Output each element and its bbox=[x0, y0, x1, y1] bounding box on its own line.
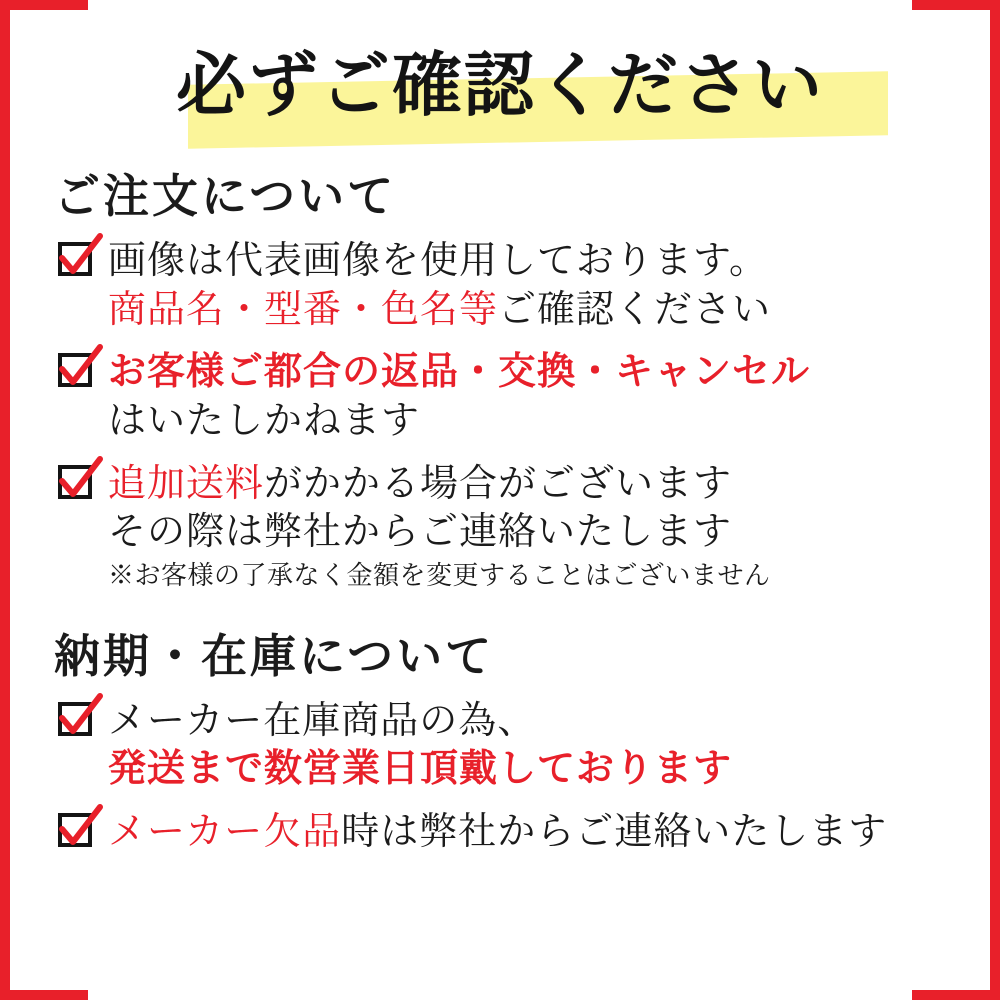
list-line: お客様ご都合の返品・交換・キャンセル bbox=[108, 348, 811, 394]
list-line: 画像は代表画像を使用しております。 bbox=[108, 238, 768, 282]
list-item bbox=[58, 347, 954, 444]
corner-accent-bottom-right bbox=[912, 990, 990, 1000]
notice-content bbox=[10, 0, 990, 869]
list-item-text bbox=[108, 236, 954, 333]
list-item-text bbox=[108, 696, 954, 793]
list-line: その際は弊社からご連絡いたします bbox=[108, 509, 733, 554]
list-item-text bbox=[108, 347, 954, 444]
list-line bbox=[108, 285, 954, 334]
section-heading-delivery: 納期・在庫について bbox=[54, 628, 495, 683]
section-heading-order: ご注文について bbox=[54, 169, 397, 223]
list-line bbox=[108, 807, 954, 856]
list-item bbox=[58, 696, 954, 793]
list-line-emphasis: メーカー欠品 bbox=[108, 808, 342, 853]
checkmark-icon bbox=[58, 702, 98, 742]
list-line: 発送まで数営業日頂戴しております bbox=[108, 745, 733, 791]
list-item-note: ※お客様の了承なく金額を変更することはございません bbox=[108, 560, 771, 591]
list-item bbox=[58, 459, 954, 594]
checkmark-icon bbox=[58, 353, 98, 393]
checkmark-icon bbox=[58, 465, 98, 505]
list-line-emphasis: 追加送料 bbox=[108, 460, 265, 505]
list-item bbox=[58, 236, 954, 333]
checkmark-icon bbox=[58, 242, 98, 282]
list-line bbox=[108, 459, 954, 508]
list-item-text bbox=[108, 459, 954, 594]
list-item bbox=[58, 807, 954, 856]
list-line-rest: ご確認ください bbox=[498, 286, 772, 331]
list-line-rest: 時は弊社からご連絡いたします bbox=[341, 808, 888, 853]
list-line: メーカー在庫商品の為、 bbox=[108, 697, 537, 742]
page-title: 必ずご確認ください bbox=[176, 44, 824, 126]
checkmark-icon bbox=[58, 813, 98, 853]
list-line-emphasis: 商品名・型番・色名等 bbox=[108, 286, 499, 331]
list-item-text bbox=[108, 807, 954, 856]
list-line: はいたしかねます bbox=[108, 397, 421, 442]
corner-accent-bottom-left bbox=[10, 990, 88, 1000]
page-title-wrapper bbox=[46, 34, 954, 146]
list-line-rest: がかかる場合がございます bbox=[264, 460, 733, 505]
